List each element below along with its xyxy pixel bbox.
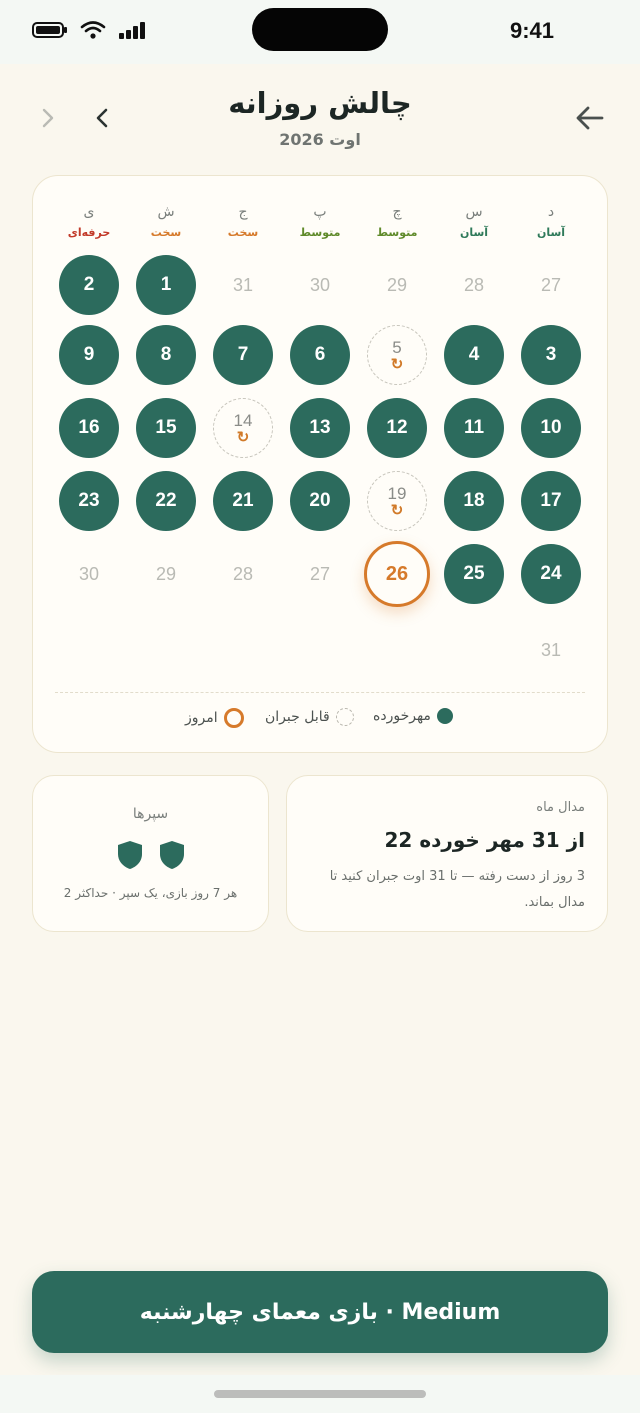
calendar-day-outside [213, 544, 273, 604]
day-number: 10 [540, 417, 562, 438]
wifi-icon [80, 20, 106, 40]
calendar-day-stamped[interactable] [521, 398, 581, 458]
calendar-legend [33, 708, 607, 732]
medal-label: مدال ماه [536, 800, 585, 815]
day-number: 19 [387, 484, 407, 503]
calendar-day-stamped[interactable] [521, 544, 581, 604]
weekday-difficulty: سخت [227, 226, 259, 239]
day-number: 9 [83, 344, 95, 365]
calendar-day-outside [444, 255, 504, 315]
day-number: 21 [232, 490, 254, 511]
legend-stamped-label: مهرخورده [373, 708, 431, 724]
month-medal-card [286, 775, 608, 932]
day-number: 23 [78, 490, 100, 511]
calendar-day-stamped[interactable] [136, 325, 196, 385]
calendar-day-stamped[interactable] [213, 471, 273, 531]
weekday-name: س [465, 204, 483, 220]
shields-card [32, 775, 269, 932]
day-number: 7 [237, 344, 249, 365]
legend-recoverable-label: قابل جبران [265, 709, 330, 725]
recover-icon: ↻ [390, 502, 404, 519]
calendar-day-today[interactable] [364, 541, 430, 607]
home-indicator[interactable] [214, 1390, 426, 1398]
legend-today-label: امروز [185, 710, 218, 726]
day-number: 6 [314, 344, 326, 365]
calendar-day-stamped[interactable] [367, 398, 427, 458]
calendar-day-stamped[interactable] [521, 325, 581, 385]
play-button-label: بازی معمای چهارشنبه · Medium [139, 1299, 501, 1325]
calendar-day-outside [290, 255, 350, 315]
day-number: 15 [155, 417, 177, 438]
weekday-difficulty: حرفه‌ای [67, 226, 111, 239]
status-time: 9:41 [509, 18, 554, 43]
calendar-day-outside [521, 620, 581, 680]
day-number: 8 [160, 344, 172, 365]
weekday-header [290, 204, 350, 239]
calendar-day-stamped[interactable] [290, 325, 350, 385]
shield-icon [117, 840, 143, 870]
day-number: 11 [463, 417, 485, 438]
calendar-card [32, 175, 608, 753]
day-number: 30 [78, 563, 100, 584]
shields-row [33, 840, 268, 870]
calendar-day-stamped[interactable] [444, 544, 504, 604]
dynamic-island [252, 8, 388, 51]
battery-icon [32, 21, 68, 39]
weekday-header [59, 204, 119, 239]
day-number: 27 [540, 274, 562, 295]
legend-recoverable [265, 708, 354, 726]
day-number: 4 [468, 344, 480, 365]
day-number: 26 [385, 562, 409, 585]
calendar-day-stamped[interactable] [136, 471, 196, 531]
weekday-difficulty: سخت [150, 226, 182, 239]
weekday-header [213, 204, 273, 239]
weekday-header [367, 204, 427, 239]
day-number: 30 [309, 274, 331, 295]
calendar-day-stamped[interactable] [444, 471, 504, 531]
weekday-difficulty: متوسط [376, 226, 418, 239]
day-number: 5 [392, 338, 402, 357]
calendar-day-stamped[interactable] [521, 471, 581, 531]
shield-icon [159, 840, 185, 870]
calendar-day-outside [521, 255, 581, 315]
day-number: 31 [540, 639, 562, 660]
calendar-day-stamped[interactable] [59, 255, 119, 315]
weekday-name: ش [157, 204, 175, 220]
recover-icon: ↻ [236, 429, 250, 446]
calendar-day-recoverable[interactable] [213, 398, 273, 458]
calendar-day-outside [367, 255, 427, 315]
calendar-day-stamped[interactable] [136, 255, 196, 315]
calendar-day-stamped[interactable] [444, 398, 504, 458]
weekday-header [521, 204, 581, 239]
weekday-name: د [547, 204, 555, 220]
day-number: 28 [463, 274, 485, 295]
medal-count: 22 از 31 مهر خورده [384, 828, 585, 852]
shields-note: هر 7 روز بازی، یک سپر · حداکثر 2 [63, 886, 238, 900]
calendar-day-stamped[interactable] [290, 471, 350, 531]
day-number: 14 [233, 411, 253, 430]
weekday-header [136, 204, 196, 239]
today-ring-icon [224, 708, 244, 728]
recoverable-dot-icon [336, 708, 354, 726]
page-title: چالش روزانه [228, 86, 412, 120]
weekday-difficulty: متوسط [299, 226, 341, 239]
day-number: 3 [545, 344, 557, 365]
weekday-difficulty: آسان [536, 226, 566, 239]
day-number: 29 [386, 274, 408, 295]
day-number: 22 [155, 490, 177, 511]
weekday-name: پ [313, 204, 327, 220]
calendar-day-stamped[interactable] [59, 325, 119, 385]
calendar-day-stamped[interactable] [444, 325, 504, 385]
stamped-dot-icon [437, 708, 453, 724]
weekday-name: ی [83, 204, 95, 220]
play-puzzle-button[interactable] [32, 1271, 608, 1353]
header [0, 64, 640, 174]
legend-divider [55, 692, 585, 693]
day-number: 27 [309, 563, 331, 584]
day-number: 13 [309, 417, 331, 438]
calendar-day-stamped[interactable] [59, 398, 119, 458]
calendar-day-stamped[interactable] [59, 471, 119, 531]
day-number: 18 [463, 490, 485, 511]
legend-today [185, 708, 244, 728]
day-number: 1 [160, 274, 172, 295]
calendar-day-outside [59, 544, 119, 604]
status-icons [32, 20, 146, 40]
legend-stamped [373, 708, 453, 724]
day-number: 20 [309, 490, 331, 511]
day-number: 29 [155, 563, 177, 584]
day-number: 17 [540, 490, 562, 511]
day-number: 25 [463, 563, 485, 584]
medal-note: 3 روز از دست رفته — تا 31 اوت جبران کنید تا مدال بماند. [329, 869, 585, 910]
month-label: اوت 2026 [279, 130, 361, 149]
calendar-day-outside [290, 544, 350, 604]
day-number: 12 [386, 417, 408, 438]
calendar-day-recoverable[interactable] [367, 325, 427, 385]
signal-icon [118, 21, 146, 39]
calendar-day-stamped[interactable] [213, 325, 273, 385]
weekday-name: چ [392, 204, 402, 220]
weekday-difficulty: آسان [459, 226, 489, 239]
day-number: 28 [232, 563, 254, 584]
day-number: 31 [232, 274, 254, 295]
calendar-day-stamped[interactable] [136, 398, 196, 458]
calendar-day-stamped[interactable] [290, 398, 350, 458]
status-bar [0, 0, 640, 64]
day-number: 16 [78, 417, 100, 438]
recover-icon: ↻ [390, 356, 404, 373]
day-number: 2 [83, 274, 95, 295]
calendar-day-outside [136, 544, 196, 604]
day-number: 24 [540, 563, 562, 584]
weekday-header [444, 204, 504, 239]
calendar-day-recoverable[interactable] [367, 471, 427, 531]
shields-label: سپرها [132, 806, 169, 822]
back-arrow-icon[interactable] [572, 100, 608, 136]
weekday-name: ج [238, 204, 248, 220]
calendar-day-outside [213, 255, 273, 315]
